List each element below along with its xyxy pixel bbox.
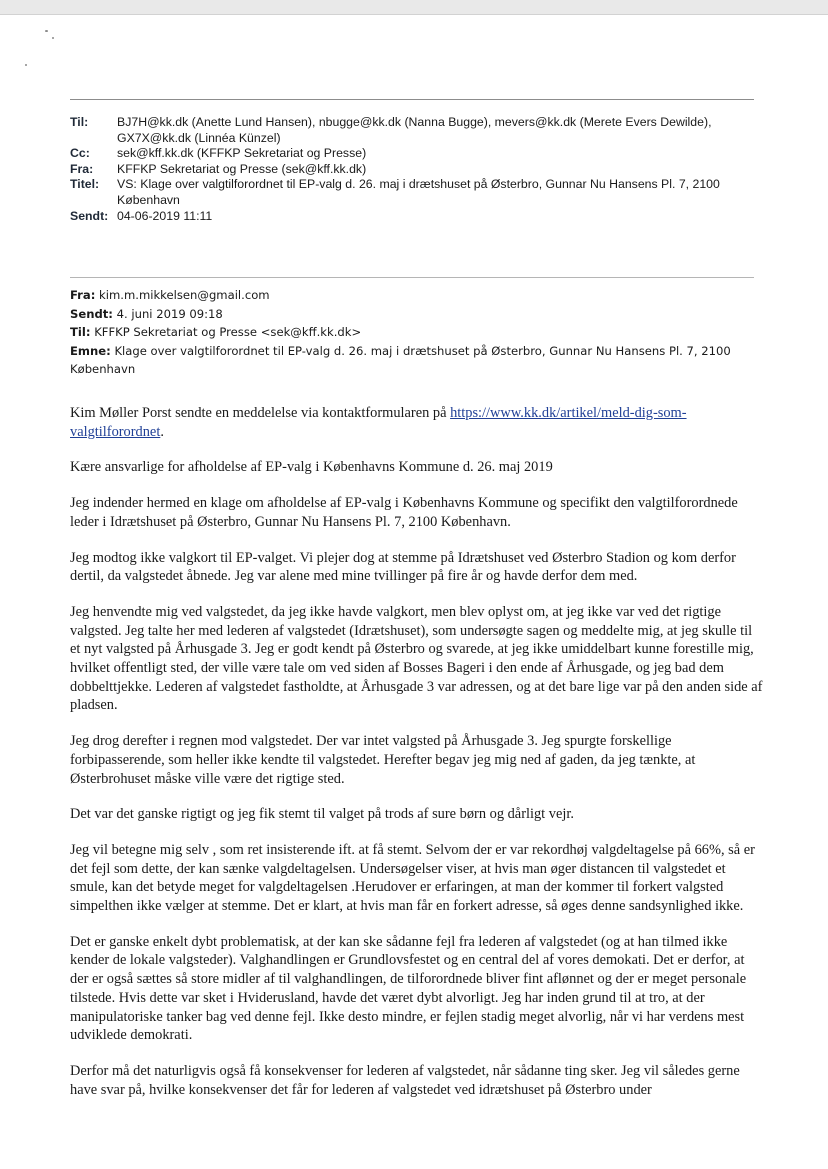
cc-value: sek@kff.kk.dk (KFFKP Sekretariat og Presse) [117, 146, 367, 161]
body-paragraph: Jeg drog derefter i regnen mod valgstedet. Der var intet valgsted på Århusgade 3. Jeg spurgte forskellige forbipasserende, som heller ikke kendte til valgstedet. Herefter begav jeg mig ned af gaden, da jeg tænkte, at Østerbrohuset måske ville være det rigtige sted. [70, 733, 696, 787]
body-paragraph: Derfor må det naturligvis også få konsekvenser for lederen af valgstedet, når sådanne ting sker. Jeg vil således gerne have svar på, hvilke konsekvenser det får for lederen af valgstedet ved idrætshuset på Østerbro under [70, 1062, 740, 1098]
forward-separator-rule [70, 277, 754, 278]
fwd-to-label: Til: [70, 325, 91, 340]
contact-form-link[interactable]: https://www.kk.dk/artikel/meld-dig-som-valgtilforordnet [70, 405, 687, 440]
subject-row [70, 177, 750, 208]
body-paragraph: Det var det ganske rigtigt og jeg fik stemt til valget på trods af sure børn og dårligt vejr. [70, 806, 574, 823]
from-value: KFFKP Sekretariat og Presse (sek@kff.kk.dk) [117, 161, 367, 176]
from-row [70, 162, 750, 178]
fwd-to-value: KFFKP Sekretariat og Presse <sek@kff.kk.dk> [94, 325, 362, 340]
forwarded-header [70, 286, 760, 379]
fwd-subject-value: Klage over valgtilforordnet til EP-valg d. 26. maj i drætshuset på Østerbro, Gunnar Nu Hansens Pl. 7, 2100 København [70, 343, 731, 377]
greeting-paragraph: Kære ansvarlige for afholdelse af EP-valg i Københavns Kommune d. 26. maj 2019 [70, 459, 553, 476]
to-row [70, 115, 750, 146]
subject-value: VS: Klage over valgtilforordnet til EP-valg d. 26. maj i drætshuset på Østerbro, Gunnar Nu Hansens Pl. 7, 2100 København [117, 177, 720, 207]
sent-value: 04-06-2019 11:11 [117, 208, 213, 223]
intro-text: Kim Møller Porst sendte en meddelelse via kontaktformularen på [70, 405, 451, 421]
scan-top-edge [0, 14, 828, 15]
intro-end: . [160, 423, 164, 440]
fwd-from-line [70, 286, 760, 305]
fwd-subject-label: Emne: [70, 343, 111, 358]
body-paragraph: Jeg modtog ikke valgkort til EP-valget. Vi plejer dog at stemme på Idrætshuset ved Østerbro Stadion og kom derfor dertil, da valgstedet åbnede. Jeg var alene med mine tvillinger på fire år og havde derfor dem med. [70, 549, 736, 585]
body-paragraph: Det er ganske enkelt dybt problematisk, at der kan ske sådanne fejl fra lederen af valgstedet (og at han tilmed ikke kender de lokale valgsteder). Valghandlingen er Grundlovsfestet og en central del af vores demokati. Det er derfor, at der er også sættes så store midler af til valghandlingen, de tilforordnede bliver fint aflønnet og der er meget personale tilstede. Hvis dette var sket i Hviderusland, havde det været dybt alvorligt. Jeg har inden grund til at tro, at der manipulatoriske tanker bag ved denne fejl. Ikke desto mindre, er fejlen stadig meget alvorlig, når vi har verdens mest udviklede demokrati. [70, 933, 747, 1044]
fwd-sent-line [70, 305, 760, 324]
sent-row [70, 209, 750, 225]
body-paragraph: Jeg henvendte mig ved valgstedet, da jeg ikke havde valgkort, men blev oplyst om, at jeg ikke var ved det rigtige valgsted. Jeg talte her med lederen af valgstedet (Idrætshuset), som undersøgte sagen og meddelte mig, at jeg skulle til et nyt valgsted på Århusgade 3. Jeg er godt kendt på Østerbro og svarede, at jeg ikke umiddelbart kunne forestille mig, hvilket offentligt sted, der ville være tale om ved siden af Bosses Bageri i den ende af Århusgade, og jeg bad dem dobbelttjekke. Lederen af valgstedet fastholdte, at Århusgade 3 var adressen, og at det bare lige var på den anden side af pladsen. [70, 603, 763, 714]
fwd-to-line [70, 323, 760, 342]
scan-speck [25, 64, 27, 66]
cc-label: Cc: [70, 146, 90, 161]
scan-speck [45, 30, 48, 32]
email-header [70, 115, 750, 224]
fwd-from-label: Fra: [70, 288, 96, 302]
to-value: BJ7H@kk.dk (Anette Lund Hansen), nbugge@kk.dk (Nanna Bugge), mevers@kk.dk (Merete Evers Dewilde), GX7X@kk.dk (Linnéa Künzel) [117, 115, 712, 145]
scan-top-band [0, 0, 828, 14]
message-body [70, 404, 764, 1116]
body-paragraph: Jeg vil betegne mig selv , som ret insisterende ift. at få stemt. Selvom der er var rekordhøj valgdeltagelse på 66%, så er det fejl som dette, der kan sænke valgdeltagelsen. Undersøgelser viser, at hvis man øger distancen til valgstedet et smule, kan det betyde meget for valgdeltagelsen .Herudover er erfaringen, at man der kommer til forkert valgsted simpelthen ikke vælger at stemme. Det er klart, at hvis man får en forkert adresse, så øges denne sandsynlighed ikke. [70, 841, 755, 915]
scan-speck [52, 37, 54, 39]
fwd-sent-value: 4. juni 2019 09:18 [116, 306, 223, 321]
from-label: Fra: [70, 161, 94, 176]
to-label: Til: [70, 115, 89, 129]
cc-row [70, 146, 750, 162]
fwd-sent-label: Sendt: [70, 306, 113, 321]
subject-label: Titel: [70, 177, 100, 192]
fwd-subject-line [70, 342, 760, 379]
intro-paragraph [70, 404, 764, 441]
fwd-from-value: kim.m.mikkelsen@gmail.com [99, 288, 270, 302]
header-top-rule [70, 99, 754, 100]
sent-label: Sendt: [70, 208, 109, 223]
body-paragraph: Jeg indender hermed en klage om afholdelse af EP-valg i Københavns Kommune og specifikt den valgtilforordnede leder i Idrætshuset på Østerbro, Gunnar Nu Hansens Pl. 7, 2100 København. [70, 495, 738, 530]
